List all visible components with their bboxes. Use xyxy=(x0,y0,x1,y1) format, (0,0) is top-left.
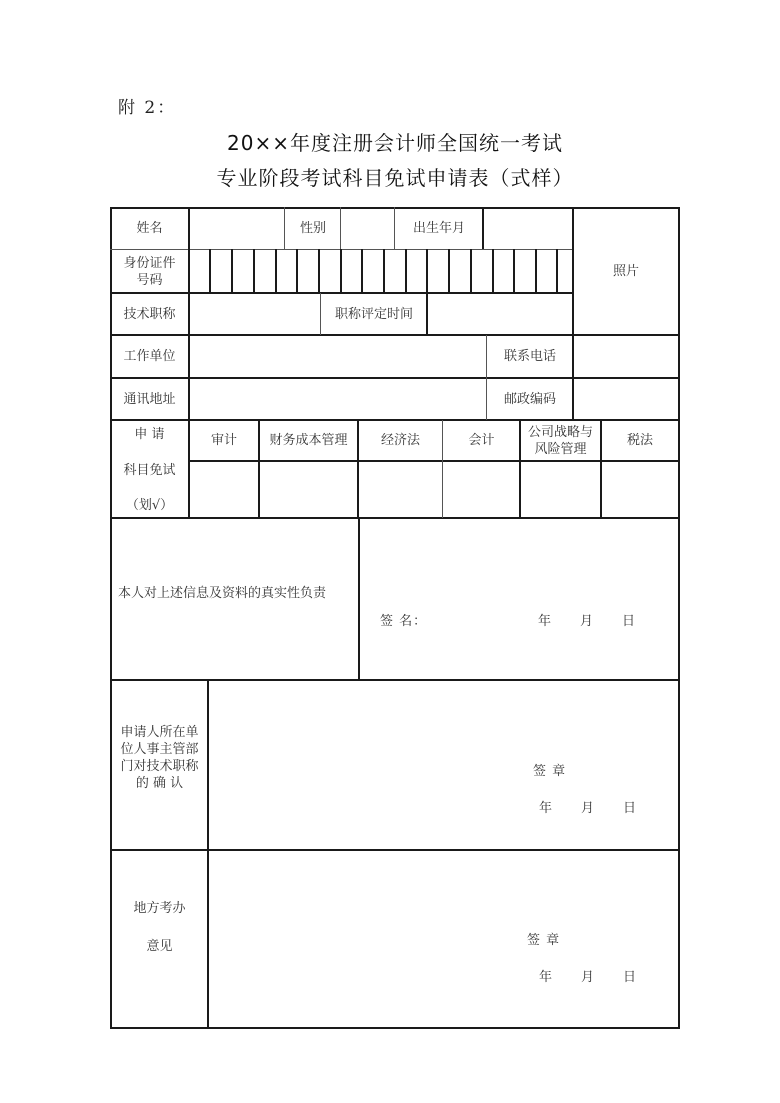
employer-confirm-area[interactable] xyxy=(209,681,678,849)
form-title-line2: 专业阶段考试科目免试申请表（式样） xyxy=(216,166,574,190)
local-office-line1: 地方考办 xyxy=(133,901,186,916)
table-border-bottom xyxy=(110,1027,680,1029)
employer-confirm-line1: 申请人所在单 xyxy=(120,725,199,740)
employer-day-label: 日 xyxy=(623,801,638,816)
employer-label: 工作单位 xyxy=(123,349,176,364)
local-office-month-label: 月 xyxy=(581,970,596,985)
photo-box[interactable]: 照片 xyxy=(612,264,639,279)
title-date-label: 职称评定时间 xyxy=(334,306,413,322)
employer-confirm-label xyxy=(112,681,207,849)
id-number-field[interactable] xyxy=(190,250,572,292)
address-field[interactable] xyxy=(190,379,486,419)
subject-accounting-label: 会计 xyxy=(468,433,495,448)
employer-confirm-line4: 的 确 认 xyxy=(135,776,184,791)
professional-title-label: 技术职称 xyxy=(123,306,176,322)
month-label: 月 xyxy=(580,614,595,629)
local-office-day-label: 日 xyxy=(623,970,638,985)
address-label: 通讯地址 xyxy=(123,391,176,407)
id-label-line1: 身份证件 xyxy=(123,255,176,271)
postcode-label: 邮政编码 xyxy=(503,391,556,407)
exemption-label-line1: 申 请 xyxy=(134,427,165,442)
professional-title-field[interactable] xyxy=(190,294,320,334)
subject-economic-law-label: 经济法 xyxy=(380,433,420,448)
birth-date-field[interactable] xyxy=(484,209,572,249)
employer-confirm-line3: 门对技术职称 xyxy=(120,759,199,774)
id-number-label xyxy=(110,250,189,293)
title-date-field[interactable] xyxy=(428,294,572,334)
subject-financial-cost-management-label: 财务成本管理 xyxy=(269,433,348,448)
gender-field[interactable] xyxy=(341,209,394,249)
checkbox-strategy-risk[interactable] xyxy=(521,462,600,517)
name-field[interactable] xyxy=(190,209,284,249)
birth-date-label: 出生年月 xyxy=(412,220,465,236)
attachment-label: 附 2： xyxy=(118,98,177,118)
checkbox-tax-law[interactable] xyxy=(602,462,678,517)
subject-strategy-line2: 风险管理 xyxy=(534,441,587,457)
local-office-label xyxy=(112,851,207,1027)
checkbox-financial-cost-management[interactable] xyxy=(260,462,357,517)
checkbox-accounting[interactable] xyxy=(444,462,519,517)
checkbox-audit[interactable] xyxy=(190,462,258,517)
applicant-signature-area[interactable] xyxy=(360,519,678,679)
local-office-year-label: 年 xyxy=(539,970,554,985)
signature-label: 签 名： xyxy=(380,614,428,629)
subject-strategy-line1: 公司战略与 xyxy=(527,424,593,440)
employer-confirm-line2: 位人事主管部 xyxy=(120,742,199,757)
subject-strategy-risk-label xyxy=(520,420,601,461)
subject-tax-law-label: 税法 xyxy=(626,433,653,448)
id-label-line2: 号码 xyxy=(136,272,163,288)
gender-label: 性别 xyxy=(299,220,326,236)
postcode-field[interactable] xyxy=(574,379,678,419)
local-office-line2: 意见 xyxy=(146,939,173,954)
exemption-label-line2: 科目免试 xyxy=(123,462,176,478)
declaration-text: 本人对上述信息及资料的真实性负责 xyxy=(118,585,327,601)
employer-year-label: 年 xyxy=(539,801,554,816)
checkbox-economic-law[interactable] xyxy=(359,462,442,517)
employer-seal-label: 签 章 xyxy=(533,764,567,779)
phone-label: 联系电话 xyxy=(503,349,556,364)
local-office-opinion-area[interactable] xyxy=(209,851,678,1027)
subject-audit-label: 审计 xyxy=(210,433,237,448)
employer-field[interactable] xyxy=(190,336,486,377)
table-border-right xyxy=(678,207,680,1029)
employer-month-label: 月 xyxy=(581,801,596,816)
phone-field[interactable] xyxy=(574,336,678,377)
exemption-label xyxy=(110,420,189,518)
local-office-seal-label: 签 章 xyxy=(527,933,561,948)
form-title-line1: 20××年度注册会计师全国统一考试 xyxy=(227,131,563,155)
exemption-label-line3: （划√） xyxy=(125,498,174,513)
year-label: 年 xyxy=(538,614,553,629)
day-label: 日 xyxy=(622,614,637,629)
name-label: 姓名 xyxy=(136,220,163,236)
